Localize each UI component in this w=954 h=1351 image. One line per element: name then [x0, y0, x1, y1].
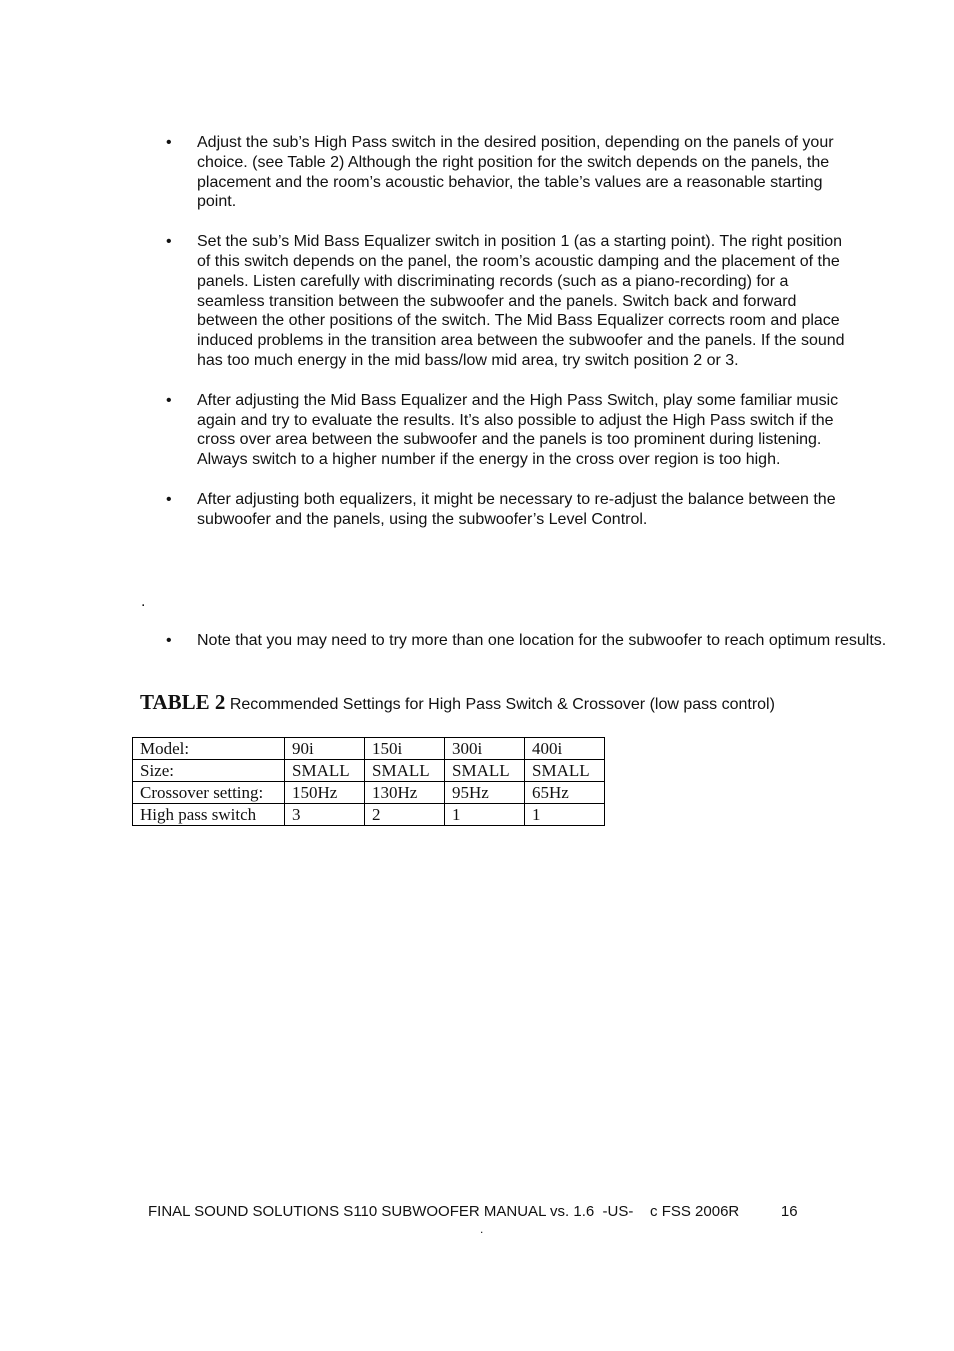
bullet-icon: • — [166, 134, 172, 151]
table-row — [133, 738, 605, 760]
table-cell: Crossover setting: — [133, 782, 285, 804]
table-row — [133, 804, 605, 826]
table-caption — [140, 690, 775, 715]
table-cell: SMALL — [445, 760, 525, 782]
table-cell: 150Hz — [285, 782, 365, 804]
bullet-icon: • — [166, 233, 172, 251]
table-cell: 1 — [525, 804, 605, 826]
list-item — [166, 391, 856, 470]
page-footer: FINAL SOUND SOLUTIONS S110 SUBWOOFER MANUAL vs. 1.6 -US- c FSS 2006R 16 — [148, 1203, 798, 1220]
bullet-icon: • — [166, 490, 172, 508]
footer-period: . — [480, 1222, 484, 1236]
list-item-text: After adjusting both equalizers, it might be necessary to re-adjust the balance between the subwoofer and the panels, using the subwoofer’s Level Control. — [197, 490, 836, 528]
table-cell: SMALL — [525, 760, 605, 782]
table-caption-text: Recommended Settings for High Pass Switch & Crossover (low pass control) — [225, 696, 775, 713]
table-cell: 1 — [445, 804, 525, 826]
table-cell: 130Hz — [365, 782, 445, 804]
table-cell: High pass switch — [133, 804, 285, 826]
table-cell: Size: — [133, 760, 285, 782]
list-item — [166, 490, 856, 530]
table-cell: 2 — [365, 804, 445, 826]
table-cell: 90i — [285, 738, 365, 760]
table-cell: 150i — [365, 738, 445, 760]
list-item — [166, 133, 856, 212]
table-cell: 3 — [285, 804, 365, 826]
settings-table — [132, 737, 605, 826]
bullet-icon: • — [166, 391, 172, 409]
table-row — [133, 760, 605, 782]
list-item-text: Note that you may need to try more than one location for the subwoofer to reach optimum results. — [197, 632, 887, 649]
table-cell: Model: — [133, 738, 285, 760]
table-cell: 400i — [525, 738, 605, 760]
table-cell: 95Hz — [445, 782, 525, 804]
list-item-text: Adjust the sub’s High Pass switch in the desired position, depending on the panels of your choice. (see Table 2) Although the right position for the switch depends on the panels, the placement and the room’s acoustic behavior, the table’s values are a reasonable starting point. — [197, 134, 834, 211]
stray-period: . — [141, 593, 146, 610]
table-cell: SMALL — [285, 760, 365, 782]
bullet-icon: • — [166, 632, 172, 649]
table-cell: 65Hz — [525, 782, 605, 804]
instruction-list — [166, 133, 856, 550]
table-row — [133, 782, 605, 804]
table-cell: 300i — [445, 738, 525, 760]
list-item-text: After adjusting the Mid Bass Equalizer and the High Pass Switch, play some familiar music again and try to evaluate the results. It’s also possible to adjust the High Pass switch if the cross over area between the subwoofer and the panels is too prominent during listening. Always switch to a higher number if the energy in the cross over region is too high. — [197, 391, 839, 469]
table-cell: SMALL — [365, 760, 445, 782]
list-item-text: Set the sub’s Mid Bass Equalizer switch in position 1 (as a starting point). The right position of this switch depends on the panel, the room’s acoustic damping and the placement of the panels. Listen carefully with discriminating records (such as a piano-recording) for a seamless transition between the subwoofer and the panels. Switch back and forward between the other positions of the switch. The Mid Bass Equalizer corrects room and place induced problems in the transition area between the subwoofer and the panels. If the sound has too much energy in the mid bass/low mid area, try switch position 2 or 3. — [197, 233, 845, 369]
list-item — [166, 631, 887, 651]
list-item — [166, 232, 856, 371]
table-caption-label: TABLE 2 — [140, 690, 226, 714]
